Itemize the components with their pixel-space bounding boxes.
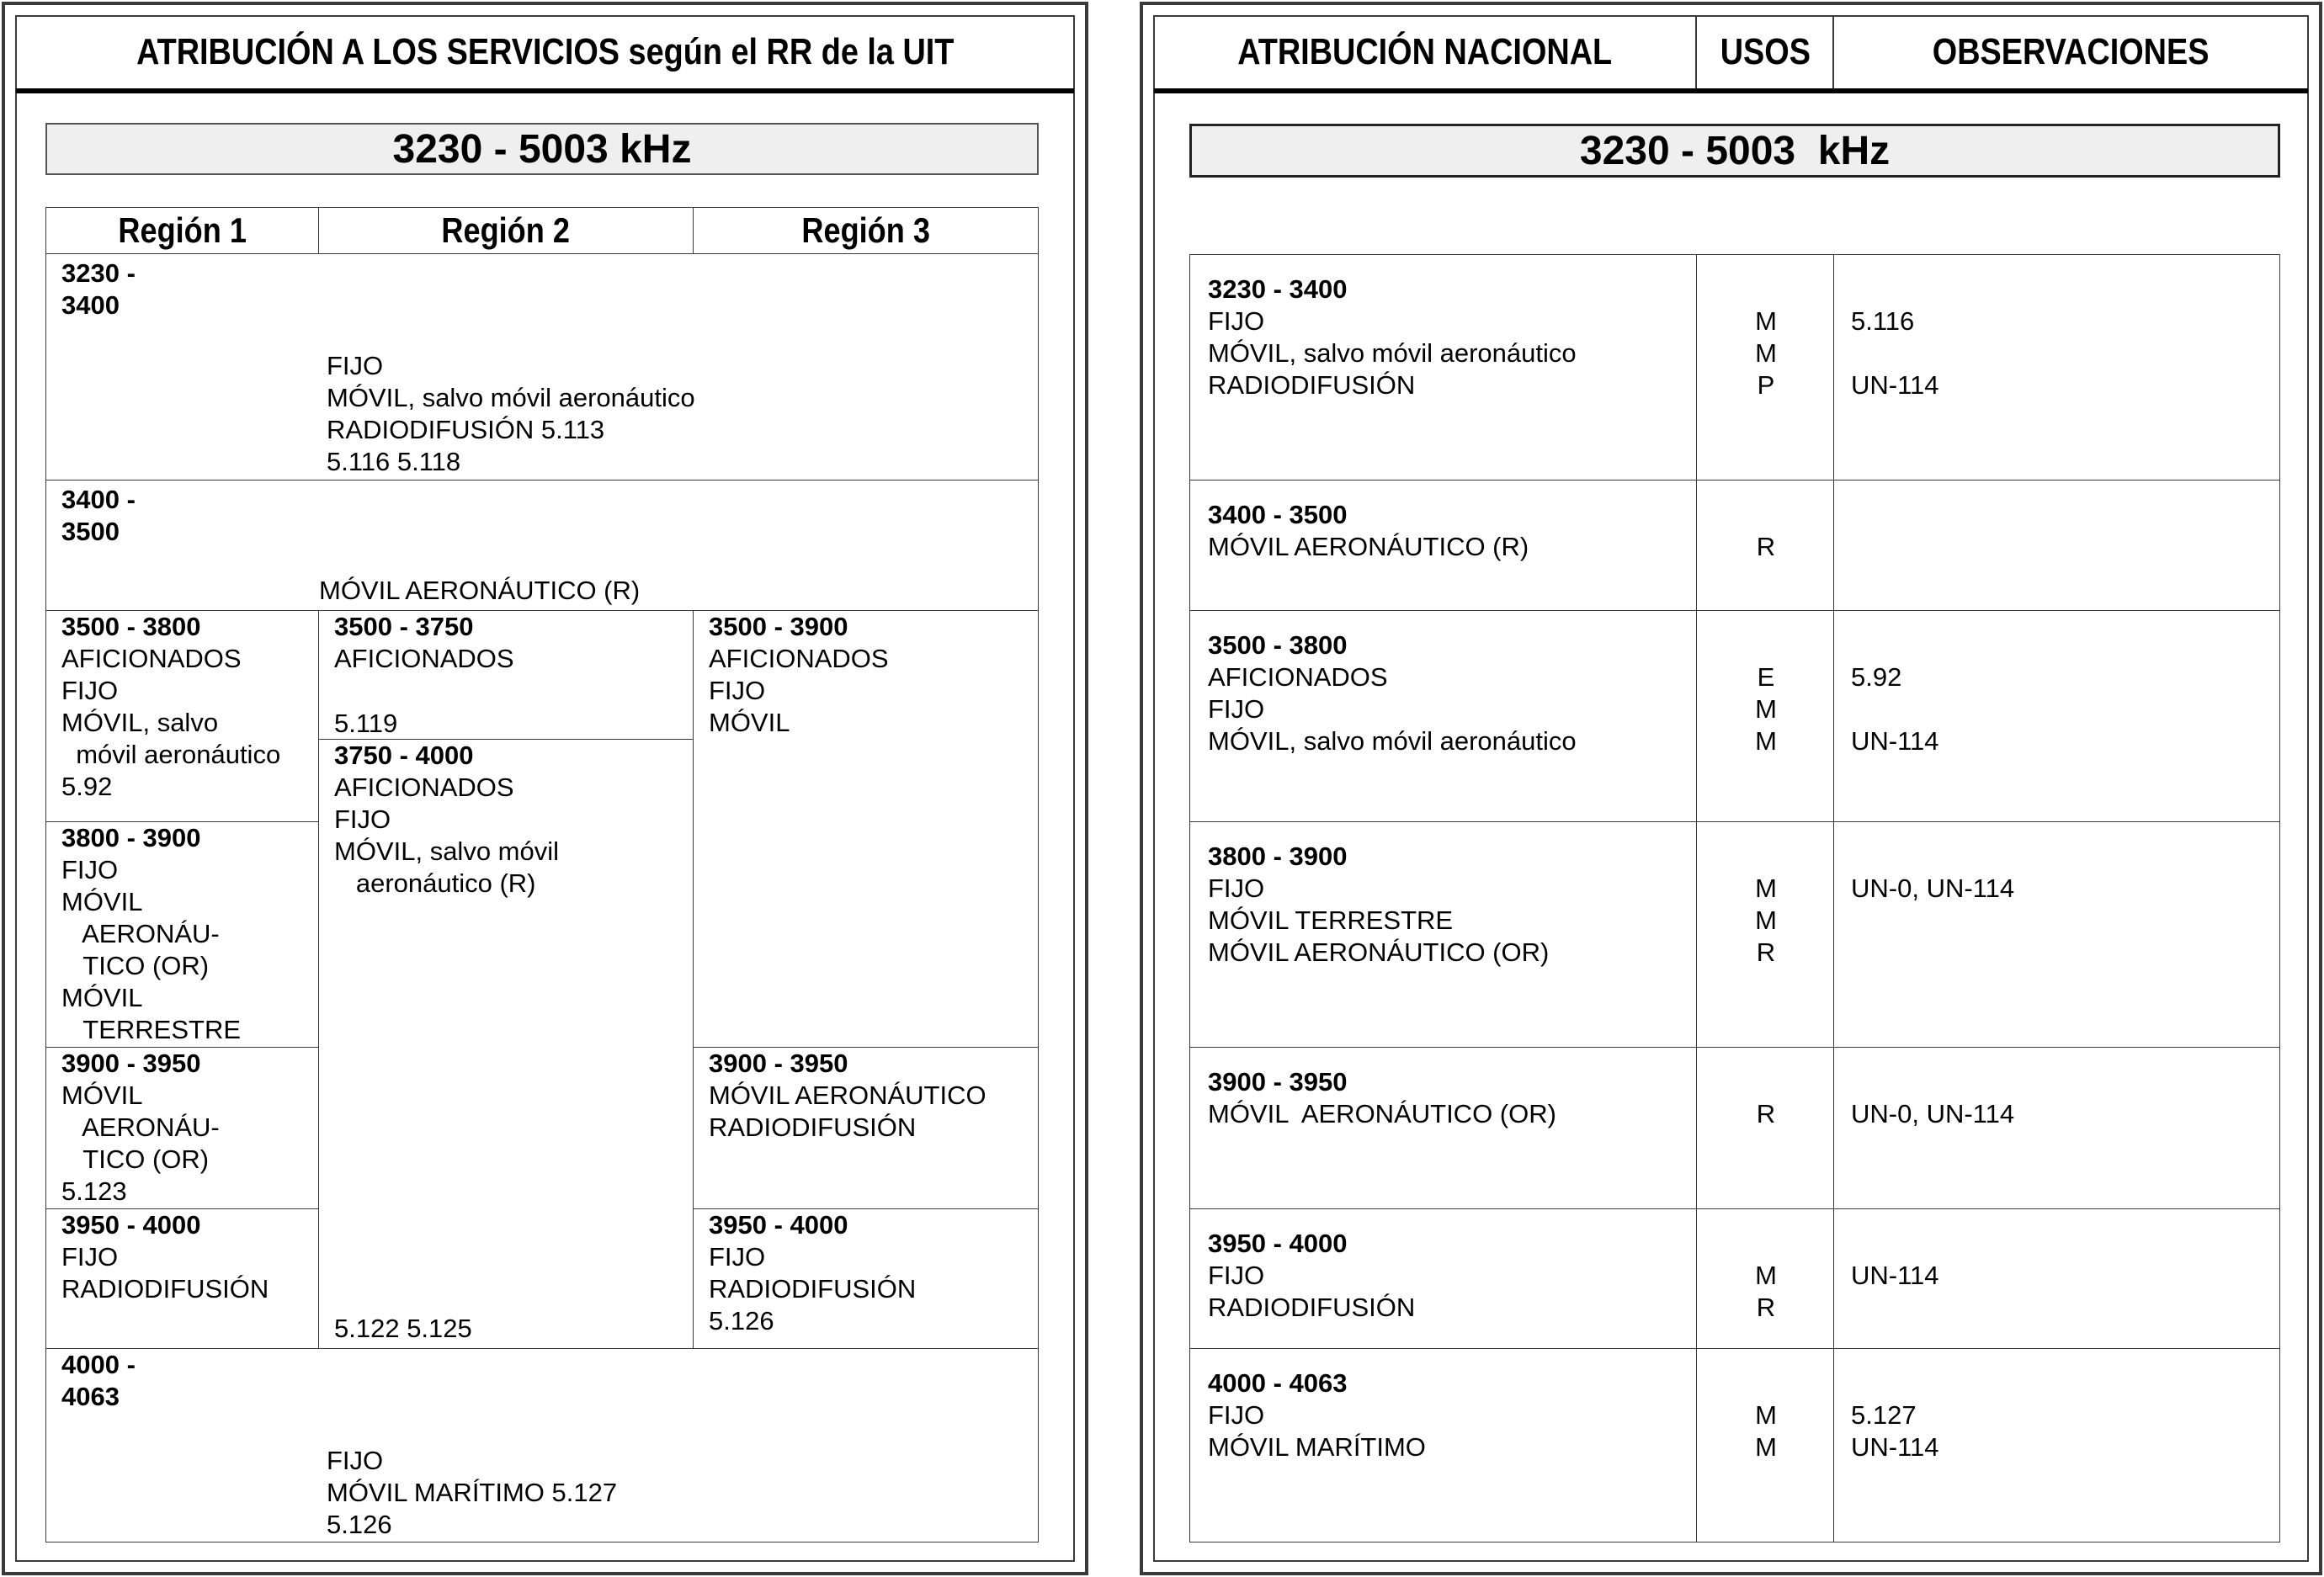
r1-3900-3950: 3900 - 3950 MÓVIL AERONÁU- TICO (OR) 5.123 — [45, 1047, 319, 1209]
r3-3500-3900: 3500 - 3900 AFICIONADOS FIJO MÓVIL — [693, 610, 1039, 1048]
r1-3500-3800: 3500 - 3800 AFICIONADOS FIJO MÓVIL, salvo móvil aeronáutico 5.92 — [45, 610, 319, 822]
nat-row-3400-3500: 3400 - 3500 MÓVIL AERONÁUTICO (R) — [1189, 480, 1697, 611]
nat-obs-3950-4000: UN-114 — [1833, 1208, 2280, 1349]
nat-obs-3400-3500 — [1833, 480, 2280, 611]
nat-usos-3400-3500: R — [1696, 480, 1834, 611]
header-divider-1 — [1695, 16, 1697, 88]
r3-3900-3950: 3900 - 3950 MÓVIL AERONÁUTICO RADIODIFUSIÓN — [693, 1047, 1039, 1209]
region-2-header: Región 2 — [318, 207, 694, 254]
nat-usos-3950-4000: M R — [1696, 1208, 1834, 1349]
nat-obs-4000-4063: 5.127 UN-114 — [1833, 1348, 2280, 1542]
header-atribucion-nacional: ATRIBUCIÓN NACIONAL — [1237, 31, 1613, 72]
nat-row-3230-3400: 3230 - 3400 FIJO MÓVIL, salvo móvil aeronáutico RADIODIFUSIÓN — [1189, 254, 1697, 481]
nat-obs-3500-3800: 5.92 UN-114 — [1833, 610, 2280, 822]
region-3-header: Región 3 — [693, 207, 1039, 254]
header-divider-2 — [1832, 16, 1834, 88]
right-band-text: 3230 - 5003 kHz — [1579, 128, 1891, 173]
nat-row-4000-4063: 4000 - 4063 FIJO MÓVIL MARÍTIMO — [1189, 1348, 1697, 1542]
header-usos: USOS — [1720, 31, 1811, 72]
alloc-3230-3400: 3230 - 3400 FIJO MÓVIL, salvo móvil aeronáutico RADIODIFUSIÓN 5.113 5.116 5.118 — [45, 253, 1039, 481]
nat-obs-3800-3900: UN-0, UN-114 — [1833, 821, 2280, 1048]
nat-obs-3900-3950: UN-0, UN-114 — [1833, 1047, 2280, 1209]
nat-row-3950-4000: 3950 - 4000 FIJO RADIODIFUSIÓN — [1189, 1208, 1697, 1349]
nat-row-3900-3950: 3900 - 3950 MÓVIL AERONÁUTICO (OR) — [1189, 1047, 1697, 1209]
region-1-header: Región 1 — [45, 207, 319, 254]
header-observaciones: OBSERVACIONES — [1933, 31, 2210, 72]
r3-3950-4000: 3950 - 4000 FIJO RADIODIFUSIÓN 5.126 — [693, 1208, 1039, 1349]
nat-usos-4000-4063: M M — [1696, 1348, 1834, 1542]
nat-usos-3800-3900: M M R — [1696, 821, 1834, 1048]
left-band-text: 3230 - 5003 kHz — [392, 126, 692, 172]
r1-3950-4000: 3950 - 4000 FIJO RADIODIFUSIÓN — [45, 1208, 319, 1349]
nat-usos-3900-3950: R — [1696, 1047, 1834, 1209]
left-header-title: ATRIBUCIÓN A LOS SERVICIOS según el RR de la UIT — [136, 31, 955, 72]
r2-3750-4000: 3750 - 4000 AFICIONADOS FIJO MÓVIL, salvo móvil aeronáutico (R) 5.122 5.125 — [318, 739, 694, 1349]
r2-3500-3750: 3500 - 3750 AFICIONADOS 5.119 — [318, 610, 694, 740]
alloc-4000-4063: 4000 - 4063 FIJO MÓVIL MARÍTIMO 5.127 5.126 — [45, 1348, 1039, 1542]
nat-row-3800-3900: 3800 - 3900 FIJO MÓVIL TERRESTRE MÓVIL AERONÁUTICO (OR) — [1189, 821, 1697, 1048]
alloc-3400-3500: 3400 - 3500 MÓVIL AERONÁUTICO (R) — [45, 480, 1039, 611]
nat-usos-3230-3400: M M P — [1696, 254, 1834, 481]
left-band-title — [45, 123, 1039, 175]
nat-usos-3500-3800: E M M — [1696, 610, 1834, 822]
nat-obs-3230-3400: 5.116 UN-114 — [1833, 254, 2280, 481]
left-header — [16, 16, 1074, 93]
right-band-title — [1189, 124, 2280, 178]
nat-row-3500-3800: 3500 - 3800 AFICIONADOS FIJO MÓVIL, salvo móvil aeronáutico — [1189, 610, 1697, 822]
r1-3800-3900: 3800 - 3900 FIJO MÓVIL AERONÁU- TICO (OR) MÓVIL TERRESTRE — [45, 821, 319, 1048]
